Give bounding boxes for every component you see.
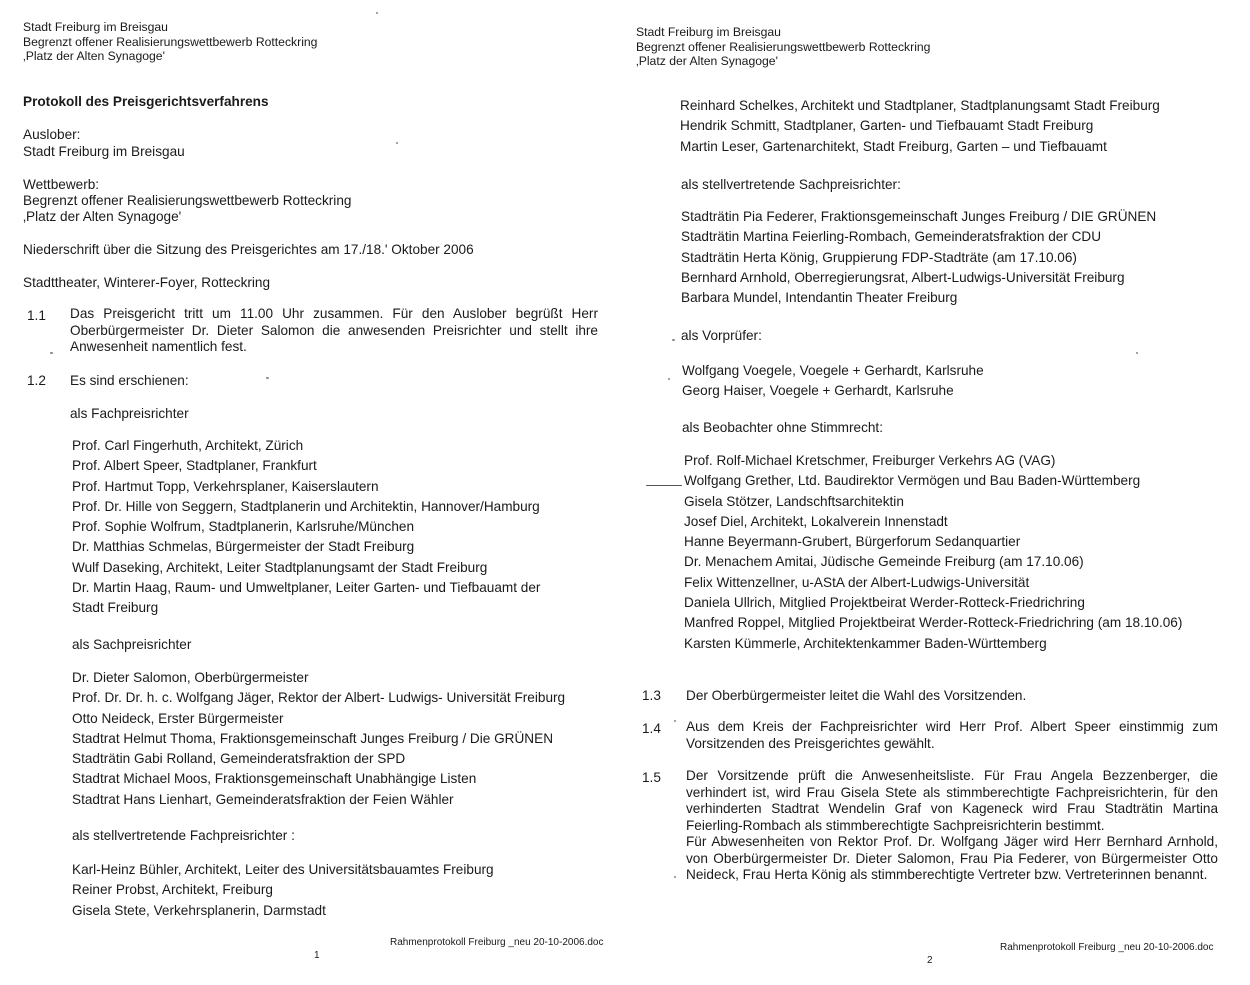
section-number: 1.5 (642, 770, 661, 785)
list-item: Prof. Sophie Wolfrum, Stadtplanerin, Karlsruhe/München (72, 519, 415, 535)
sachpreisrichter-list (72, 668, 565, 810)
list-item: Hanne Beyermann-Grubert, Bürgerforum Sedanquartier (684, 534, 1021, 550)
vorpruefer-label: als Vorprüfer: (681, 328, 762, 343)
list-item: Daniela Ullrich, Mitglied Projektbeirat Werder-Rotteck-Friedrichring (684, 595, 1085, 611)
scan-speck (396, 142, 398, 144)
section-1-5-para: Für Abwesenheiten von Rektor Prof. Dr. Wolfgang Jäger wird Herr Bernhard Arnhold, von Oberbürgermeister Dr. Dieter Salomon, Frau Pia Federer, von Bürgermeister Otto Neideck, Frau Herta König als stimmberechtigte Vertreter bzw. Vertreterinnen benannt. (686, 834, 1218, 882)
beobachter-list (684, 451, 1182, 654)
list-item: Reinhard Schelkes, Architekt und Stadtplaner, Stadtplanungsamt Stadt Freiburg (680, 98, 1160, 113)
document-title: Protokoll des Preisgerichtsverfahrens (23, 94, 269, 109)
footer-filename: Rahmenprotokoll Freiburg _neu 20-10-2006.doc (390, 937, 604, 948)
list-item: Stadtrat Michael Moos, Fraktionsgemeinschaft Unabhängige Listen (72, 771, 477, 787)
niederschrift-line: Niederschrift über die Sitzung des Preisgerichtes am 17./18.' Oktober 2006 (23, 242, 474, 257)
header-line: ‚Platz der Alten Synagoge' (23, 49, 165, 63)
list-item: Stadträtin Martina Feierling-Rombach, Gemeinderatsfraktion der CDU (681, 229, 1102, 245)
list-item: Prof. Dr. Dr. h. c. Wolfgang Jäger, Rektor der Albert- Ludwigs- Universität Freiburg (72, 690, 566, 706)
list-item: Dr. Matthias Schmelas, Bürgermeister der Stadt Freiburg (72, 539, 415, 555)
section-number: 1.1 (27, 308, 46, 323)
list-item: Wulf Daseking, Architekt, Leiter Stadtplanungsamt der Stadt Freiburg (72, 559, 488, 575)
header-line: ‚Platz der Alten Synagoge' (636, 54, 778, 68)
header-line: Begrenzt offener Realisierungswettbewerb Rotteckring (636, 39, 931, 54)
fachpreisrichter-list (72, 436, 540, 619)
list-item: Dr. Dieter Salomon, Oberbürgermeister (72, 670, 309, 685)
list-item: Gisela Stötzer, Landschftsarchitektin (684, 493, 904, 509)
location-line: Stadttheater, Winterer-Foyer, Rotteckring (23, 275, 271, 290)
scan-speck (376, 12, 378, 14)
list-item: Stadträtin Herta König, Gruppierung FDP-Stadträte (am 17.10.06) (681, 249, 1077, 265)
list-item: Prof. Dr. Hille von Seggern, Stadtplanerin und Architektin, Hannover/Hamburg (72, 498, 540, 514)
list-item: Dr. Martin Haag, Raum- und Umweltplaner, Leiter Garten- und Tiefbauamt der (72, 580, 541, 596)
list-item: Stadtrat Helmut Thoma, Fraktionsgemeinschaft Junges Freiburg / Die GRÜNEN (72, 730, 554, 746)
section-1-4-text: Aus dem Kreis der Fachpreisrichter wird Herr Prof. Albert Speer einstimmig zum Vorsitzenden des Preisgerichtes gewählt. (686, 719, 1218, 751)
section-number: 1.3 (642, 688, 661, 703)
list-item: Stadt Freiburg (72, 600, 159, 616)
section-1-3-text: Der Oberbürgermeister leitet die Wahl des Vorsitzenden. (686, 688, 1027, 703)
list-item: Barbara Mundel, Intendantin Theater Freiburg (681, 290, 958, 306)
document-page-2 (620, 0, 1250, 985)
list-item: Felix Wittenzellner, u-AStA der Albert-Ludwigs-Universität (684, 574, 1030, 590)
list-item: Stadträtin Gabi Rolland, Gemeinderatsfraktion der SPD (72, 751, 406, 767)
scan-speck (672, 339, 675, 341)
vorpruefer-list (682, 361, 984, 402)
page-number: 1 (314, 950, 320, 961)
list-item: Gisela Stete, Verkehrsplanerin, Darmstadt (72, 902, 326, 918)
fachpreisrichter-label: als Fachpreisrichter (70, 406, 189, 421)
scan-speck (668, 378, 670, 380)
wettbewerb-value: ‚Platz der Alten Synagoge' (23, 209, 182, 224)
wettbewerb-label: Wettbewerb: (23, 177, 100, 192)
stv-sachpreisrichter-list (681, 207, 1156, 308)
document-page-1 (0, 0, 620, 985)
scan-stroke (646, 485, 682, 486)
scan-speck (674, 876, 676, 878)
auslober-value: Stadt Freiburg im Breisgau (23, 144, 185, 159)
list-item: Prof. Albert Speer, Stadtplaner, Frankfurt (72, 458, 317, 474)
scan-speck (50, 352, 53, 354)
section-number: 1.4 (642, 721, 661, 736)
wettbewerb-value: Begrenzt offener Realisierungswettbewerb Rotteckring (23, 193, 352, 208)
header-line: Begrenzt offener Realisierungswettbewerb Rotteckring (23, 34, 318, 49)
section-1-5-para: Der Vorsitzende prüft die Anwesenheitsliste. Für Frau Angela Bezzenberger, die verhindert ist, wird Frau Gisela Stete als stimmberechtigte Fachpreisrichterin, für den verhinderten Stadtrat Wendelin Graf von Kageneck wird Frau Stadträtin Martina Feierling-Rombach als stimmberechtigte Sachpreisrichterin bestimmt. (686, 768, 1218, 833)
section-1-1-text: Das Preisgericht tritt um 11.00 Uhr zusammen. Für den Auslober begrüßt Herr Oberbürgermeister Dr. Dieter Salomon die anwesenden Preisrichter und stellt ihre Anwesenheit namentlich fest. (70, 306, 598, 354)
list-item: Otto Neideck, Erster Bürgermeister (72, 710, 284, 726)
footer-filename: Rahmenprotokoll Freiburg _neu 20-10-2006.doc (1000, 942, 1214, 953)
list-item: Manfred Roppel, Mitglied Projektbeirat Werder-Rotteck-Friedrichring (am 18.10.06) (684, 615, 1183, 631)
list-item: Stadtrat Hans Lienhart, Gemeinderatsfraktion der Feien Wähler (72, 791, 454, 807)
page-number: 2 (927, 955, 933, 966)
list-item: Wolfgang Voegele, Voegele + Gerhardt, Karlsruhe (682, 363, 984, 378)
list-item: Dr. Menachem Amitai, Jüdische Gemeinde Freiburg (am 17.10.06) (684, 554, 1084, 570)
list-item: Reiner Probst, Architekt, Freiburg (72, 882, 273, 898)
list-item: Martin Leser, Gartenarchitekt, Stadt Freiburg, Garten – und Tiefbauamt (680, 138, 1107, 154)
scan-speck (674, 720, 676, 722)
stv-sachpreisrichter-label: als stellvertretende Sachpreisrichter: (681, 177, 901, 192)
page-header (636, 25, 930, 69)
auslober-label: Auslober: (23, 127, 81, 142)
header-line: Stadt Freiburg im Breisgau (636, 25, 781, 39)
scan-speck (266, 377, 269, 379)
list-item: Karl-Heinz Bühler, Architekt, Leiter des Universitätsbauamtes Freiburg (72, 862, 494, 877)
list-item: Stadträtin Pia Federer, Fraktionsgemeinschaft Junges Freiburg / DIE GRÜNEN (681, 209, 1157, 224)
list-item: Prof. Carl Fingerhuth, Architekt, Zürich (72, 438, 304, 453)
list-item: Josef Diel, Architekt, Lokalverein Innenstadt (684, 513, 948, 529)
continued-list (680, 96, 1160, 157)
list-item: Karsten Kümmerle, Architektenkammer Baden-Württemberg (684, 635, 1047, 651)
list-item: Bernhard Arnhold, Oberregierungsrat, Albert-Ludwigs-Universität Freiburg (681, 269, 1125, 285)
list-item: Wolfgang Grether, Ltd. Baudirektor Vermögen und Bau Baden-Württemberg (684, 473, 1141, 489)
beobachter-label: als Beobachter ohne Stimmrecht: (682, 420, 883, 435)
sachpreisrichter-label: als Sachpreisrichter (72, 637, 192, 652)
section-number: 1.2 (27, 373, 46, 388)
stv-fachpreisrichter-list (72, 860, 494, 921)
list-item: Prof. Rolf-Michael Kretschmer, Freiburger Verkehrs AG (VAG) (684, 453, 1056, 468)
page-header (23, 20, 317, 64)
section-1-5-text (686, 768, 1218, 884)
list-item: Hendrik Schmitt, Stadtplaner, Garten- und Tiefbauamt Stadt Freiburg (680, 118, 1094, 134)
scan-speck (1136, 352, 1138, 354)
stv-fachpreisrichter-label: als stellvertretende Fachpreisrichter : (72, 828, 295, 843)
list-item: Prof. Hartmut Topp, Verkehrsplaner, Kaiserslautern (72, 478, 379, 494)
header-line: Stadt Freiburg im Breisgau (23, 20, 168, 34)
section-1-2-text: Es sind erschienen: (70, 373, 189, 388)
list-item: Georg Haiser, Voegele + Gerhardt, Karlsruhe (682, 383, 954, 399)
